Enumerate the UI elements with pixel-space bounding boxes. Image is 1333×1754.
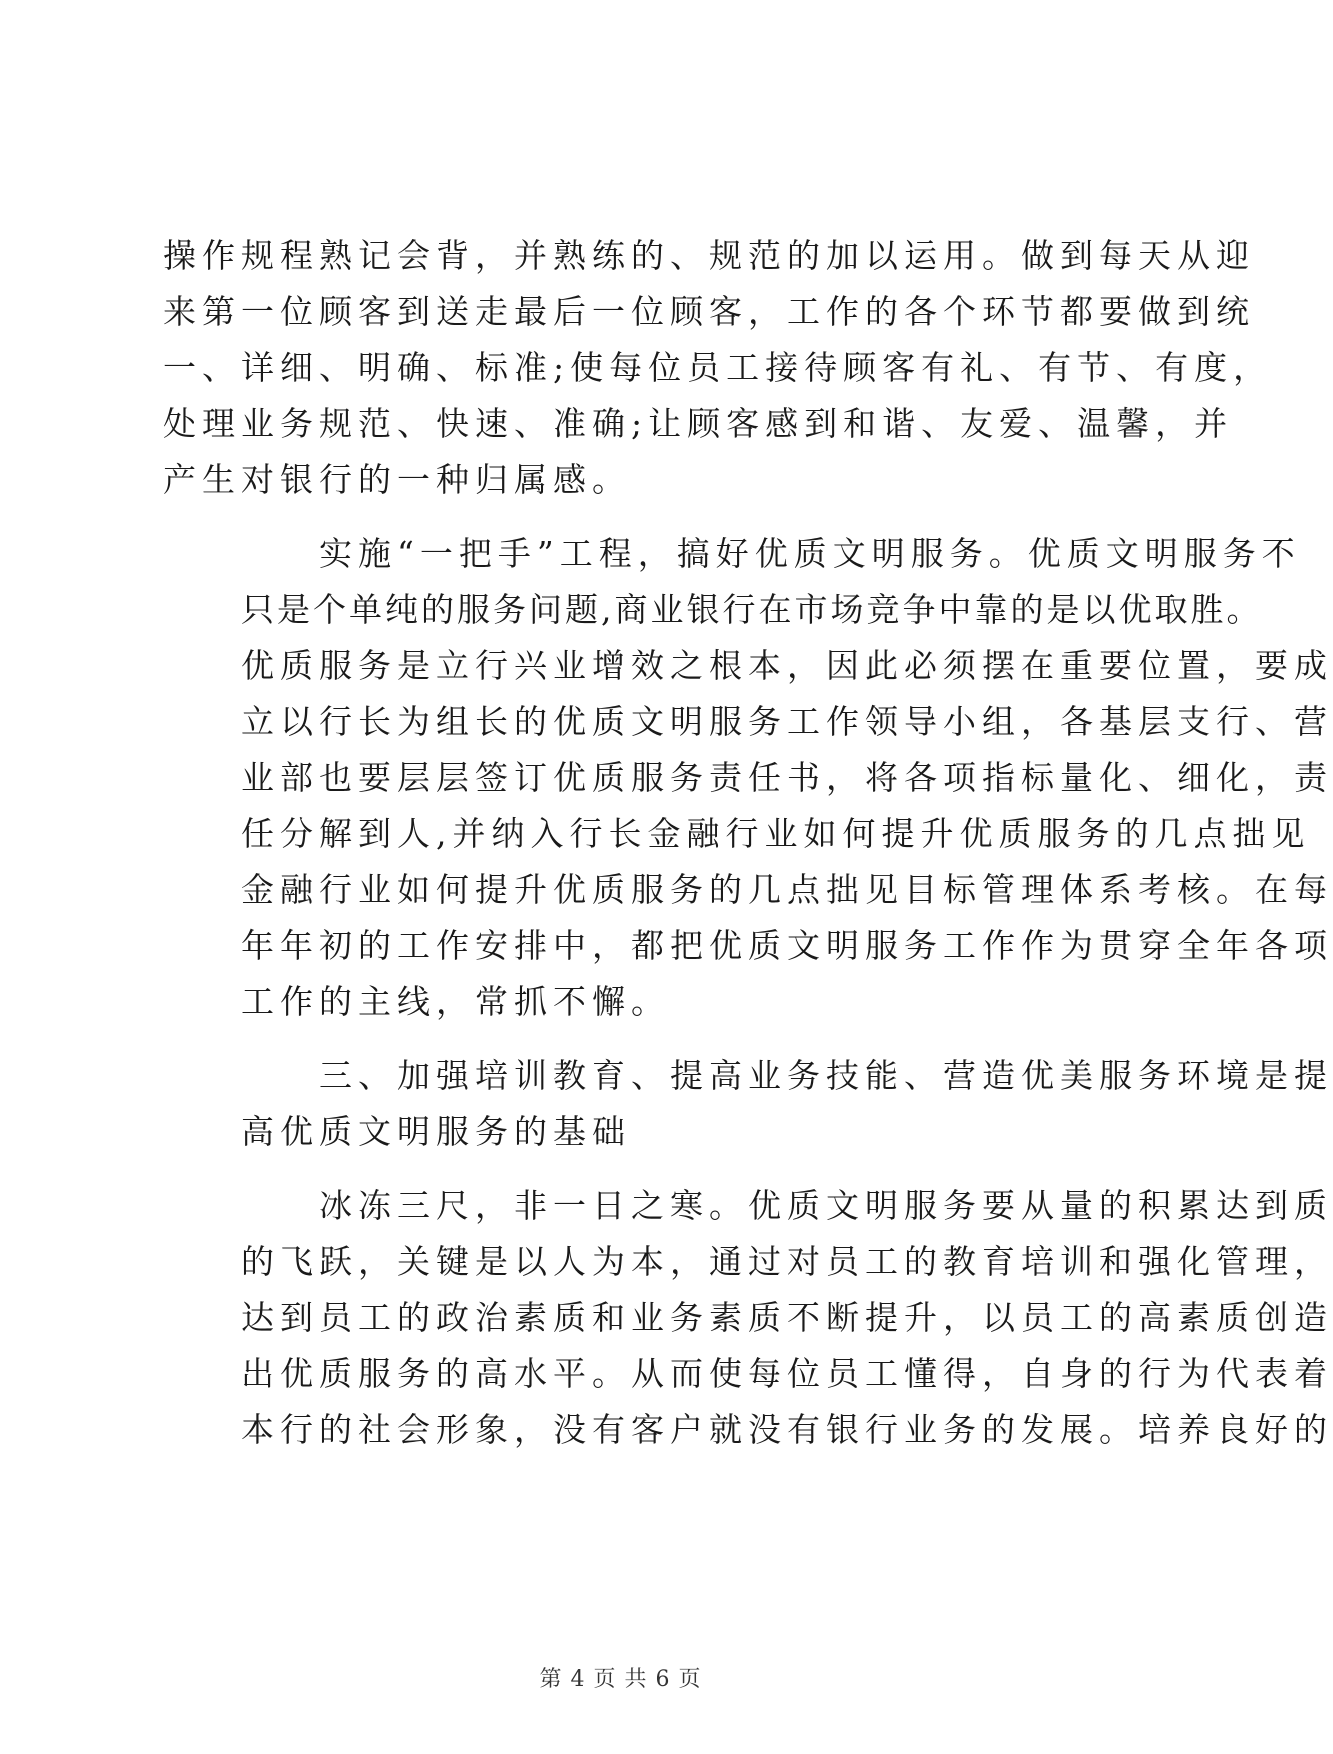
text-line: 只是个单纯的服务问题,商业银行在市场竞争中靠的是以优取胜。 bbox=[241, 590, 1263, 629]
text-line: 的飞跃，关键是以人为本，通过对员工的教育培训和强化管理， bbox=[241, 1242, 1333, 1281]
section-heading-line: 高优质文明服务的基础 bbox=[241, 1112, 631, 1151]
text-line: 处理业务规范、快速、准确;让顾客感到和谐、友爱、温馨，并 bbox=[163, 404, 1234, 443]
text-line: 实施“一把手”工程，搞好优质文明服务。优质文明服务不 bbox=[319, 534, 1301, 573]
text-line: 工作的主线，常抓不懈。 bbox=[241, 982, 670, 1021]
text-line: 任分解到人,并纳入行长金融行业如何提升优质服务的几点拙见 bbox=[241, 814, 1311, 853]
text-line: 业部也要层层签订优质服务责任书，将各项指标量化、细化，责 bbox=[241, 758, 1333, 797]
paragraph-leadership-project bbox=[163, 526, 1333, 1030]
text-line: 来第一位顾客到送走最后一位顾客，工作的各个环节都要做到统 bbox=[163, 292, 1255, 331]
text-line: 本行的社会形象，没有客户就没有银行业务的发展。培养良好的 bbox=[241, 1410, 1333, 1449]
document-body bbox=[163, 228, 1333, 1458]
text-line: 一、详细、明确、标准;使每位员工接待顾客有礼、有节、有度， bbox=[163, 348, 1273, 387]
section-heading-line: 三、加强培训教育、提高业务技能、营造优美服务环境是提 bbox=[319, 1056, 1333, 1095]
text-line: 年年初的工作安排中，都把优质文明服务工作作为贯穿全年各项 bbox=[241, 926, 1333, 965]
text-line: 操作规程熟记会背，并熟练的、规范的加以运用。做到每天从迎 bbox=[163, 236, 1255, 275]
paragraph-training bbox=[163, 1178, 1333, 1458]
text-line: 金融行业如何提升优质服务的几点拙见目标管理体系考核。在每 bbox=[241, 870, 1333, 909]
page-number-footer: 第 4 页 共 6 页 bbox=[539, 1667, 702, 1692]
paragraph-service-standards bbox=[163, 228, 1273, 508]
paragraph-section-heading bbox=[163, 1048, 1333, 1160]
text-line: 冰冻三尺，非一日之寒。优质文明服务要从量的积累达到质 bbox=[319, 1186, 1333, 1225]
text-line: 产生对银行的一种归属感。 bbox=[163, 460, 631, 499]
text-line: 立以行长为组长的优质文明服务工作领导小组，各基层支行、营 bbox=[241, 702, 1333, 741]
text-line: 出优质服务的高水平。从而使每位员工懂得，自身的行为代表着 bbox=[241, 1354, 1333, 1393]
text-line: 优质服务是立行兴业增效之根本，因此必须摆在重要位置，要成 bbox=[241, 646, 1333, 685]
text-line: 达到员工的政治素质和业务素质不断提升，以员工的高素质创造 bbox=[241, 1298, 1333, 1337]
